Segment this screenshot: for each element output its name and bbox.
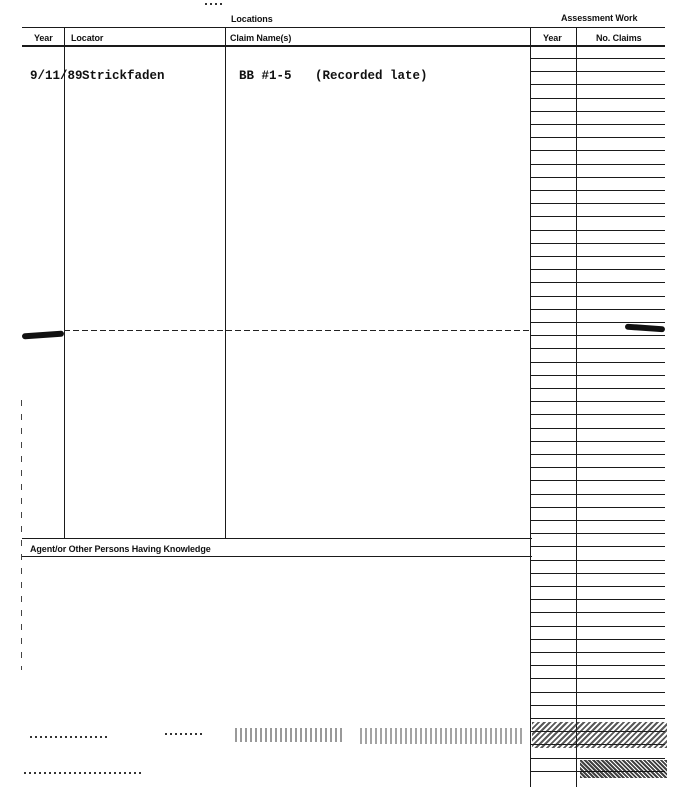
assessment-rule	[530, 362, 665, 363]
assessment-rule	[530, 494, 665, 495]
no-claims-left-rule	[576, 27, 577, 787]
assessment-rule	[530, 98, 665, 99]
assessment-rule	[530, 309, 665, 310]
assessment-year-column-header: Year	[543, 33, 562, 43]
assessment-rule	[530, 348, 665, 349]
assessment-rule	[530, 507, 665, 508]
locator-column-header: Locator	[71, 33, 104, 43]
assessment-rule	[530, 203, 665, 204]
assessment-rule	[530, 71, 665, 72]
assessment-rule	[530, 428, 665, 429]
locations-header: Locations	[231, 14, 273, 24]
assessment-rule	[530, 639, 665, 640]
assessment-rule	[530, 467, 665, 468]
assessment-rule	[530, 599, 665, 600]
assessment-rule	[530, 414, 665, 415]
assessment-rule	[530, 190, 665, 191]
assessment-rule	[530, 560, 665, 561]
assessment-rule	[530, 322, 665, 323]
entry-locator: Strickfaden	[82, 69, 165, 83]
fold-mark-right	[625, 324, 665, 333]
assessment-rule	[530, 375, 665, 376]
assessment-rule	[530, 111, 665, 112]
assessment-work-header: Assessment Work	[561, 13, 638, 23]
scan-noise-1	[30, 736, 110, 738]
locator-left-rule	[64, 27, 65, 538]
header-top-rule	[22, 27, 665, 28]
assessment-rule	[530, 586, 665, 587]
assessment-rule	[530, 678, 665, 679]
assessment-rule	[530, 164, 665, 165]
assessment-rule	[530, 652, 665, 653]
scan-noise-4	[360, 728, 525, 744]
scan-noise-5	[532, 722, 667, 748]
assessment-rule	[530, 441, 665, 442]
assessment-rule	[530, 84, 665, 85]
entry-year: 9/11/89	[30, 69, 83, 83]
assessment-rule	[530, 335, 665, 336]
assessment-rule	[530, 480, 665, 481]
assessment-rule	[530, 692, 665, 693]
assessment-rule	[530, 533, 665, 534]
year-column-header: Year	[34, 33, 53, 43]
entry-claim-name: BB #1-5	[239, 69, 292, 83]
assessment-rule	[530, 216, 665, 217]
entry-note: (Recorded late)	[315, 69, 428, 83]
scan-noise-6	[580, 760, 667, 778]
assessment-rule	[530, 546, 665, 547]
assessment-rule	[530, 573, 665, 574]
assessment-rule	[530, 243, 665, 244]
assessment-rule	[530, 401, 665, 402]
assessment-rule	[530, 282, 665, 283]
fold-line-left	[64, 330, 530, 331]
assessment-rule	[530, 718, 665, 719]
assessment-rule	[530, 612, 665, 613]
scan-noise-8	[205, 3, 223, 5]
left-margin-edge	[21, 400, 22, 670]
agent-top-rule	[22, 538, 532, 539]
assessment-rule	[530, 256, 665, 257]
header-bottom-rule	[22, 45, 665, 47]
scan-noise-3	[235, 728, 345, 742]
assessment-rule	[530, 58, 665, 59]
assessment-rule	[530, 230, 665, 231]
assessment-rule	[530, 150, 665, 151]
assessment-rule	[530, 137, 665, 138]
claim-names-column-header: Claim Name(s)	[230, 33, 292, 43]
assessment-rule	[530, 269, 665, 270]
assessment-rule	[530, 296, 665, 297]
assessment-rule	[530, 454, 665, 455]
assessment-rule	[530, 665, 665, 666]
scan-noise-2	[165, 733, 205, 735]
assessment-rule	[530, 520, 665, 521]
assessment-rule	[530, 705, 665, 706]
assessment-left-rule	[530, 27, 531, 787]
no-claims-column-header: No. Claims	[596, 33, 642, 43]
fold-mark-left	[22, 331, 64, 340]
claim-left-rule	[225, 27, 226, 538]
assessment-rule	[530, 124, 665, 125]
assessment-rule	[530, 758, 665, 759]
agent-bottom-rule	[22, 556, 532, 557]
agent-section-label: Agent/or Other Persons Having Knowledge	[30, 544, 211, 554]
assessment-rule	[530, 626, 665, 627]
assessment-rule	[530, 388, 665, 389]
assessment-rule	[530, 177, 665, 178]
scan-noise-7	[24, 772, 144, 774]
